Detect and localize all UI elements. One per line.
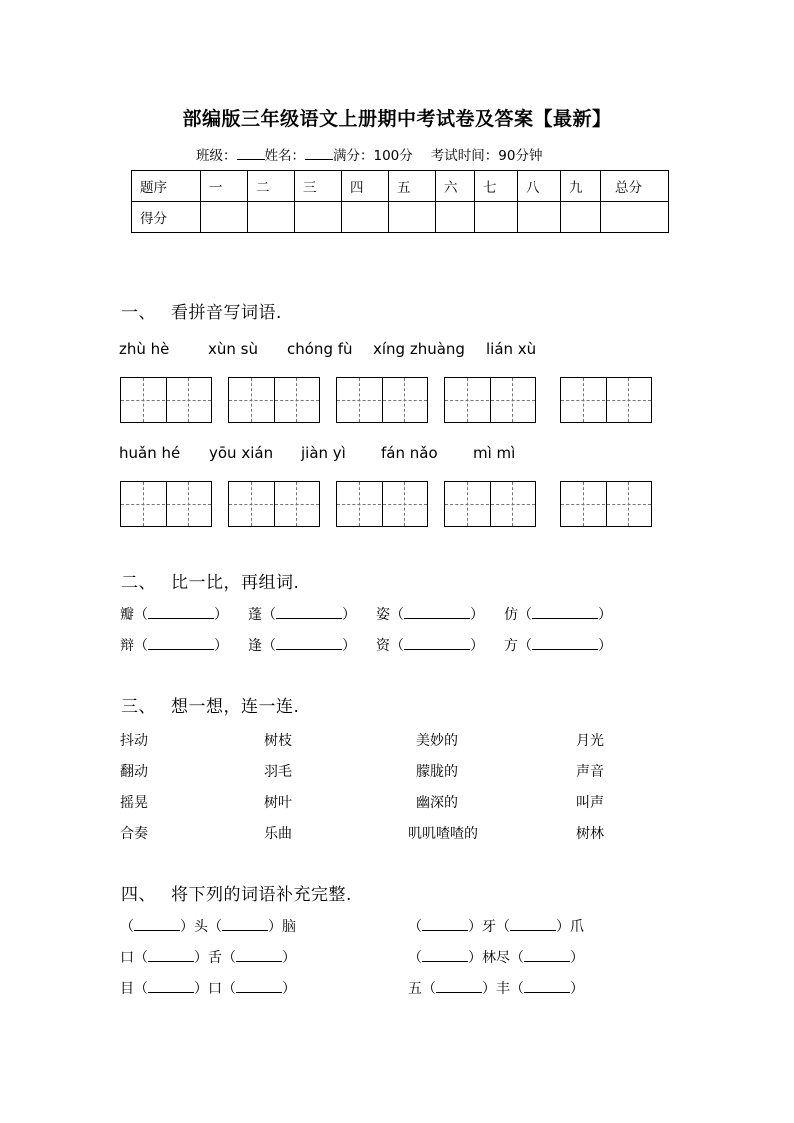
compare-item: 蓬（ ）: [248, 604, 356, 624]
section-4-number: 四、: [121, 885, 156, 905]
writing-box[interactable]: [336, 377, 428, 423]
score-header-cell: 总分: [601, 171, 669, 202]
score-cell[interactable]: [389, 202, 436, 233]
answer-blank[interactable]: [134, 916, 180, 931]
idiom-item: 五（ ）丰（ ）: [408, 978, 584, 998]
answer-blank[interactable]: [524, 978, 570, 993]
section-4-title: 将下列的词语补充完整.: [171, 885, 352, 905]
section-1-title: 看拼音写词语.: [171, 303, 282, 323]
writing-box[interactable]: [336, 481, 428, 527]
answer-blank[interactable]: [532, 635, 598, 650]
score-table-score-row: [132, 202, 669, 233]
pinyin-row-2: [119, 444, 719, 464]
score-header-cell: 四: [342, 171, 389, 202]
section-2-number: 二、: [121, 573, 156, 593]
score-header-cell: 一: [201, 171, 248, 202]
pinyin-item: fán nǎo: [381, 444, 438, 462]
writing-box[interactable]: [120, 481, 212, 527]
pinyin-item: zhù hè: [119, 340, 170, 358]
section-3-heading: [121, 692, 299, 717]
score-cell[interactable]: [436, 202, 475, 233]
answer-blank[interactable]: [422, 947, 468, 962]
writing-box[interactable]: [560, 377, 652, 423]
writing-box[interactable]: [120, 377, 212, 423]
writing-box[interactable]: [444, 481, 536, 527]
score-header-cell: 八: [518, 171, 561, 202]
exam-info-line: [196, 144, 542, 164]
score-table-header-row: [132, 171, 669, 202]
match-word[interactable]: 抖动: [120, 733, 148, 749]
pinyin-item: huǎn hé: [119, 444, 181, 462]
score-cell[interactable]: [201, 202, 248, 233]
score-cell[interactable]: [601, 202, 669, 233]
pinyin-item: jiàn yì: [301, 444, 346, 462]
section-1-number: 一、: [121, 303, 156, 323]
answer-blank[interactable]: [404, 604, 470, 619]
match-word[interactable]: 摇晃: [120, 795, 148, 811]
idiom-item: 目（ ）口（ ）: [120, 978, 296, 998]
compare-item: 姿（ ）: [376, 604, 484, 624]
class-blank: [237, 147, 265, 160]
score-table: [131, 170, 669, 233]
match-word[interactable]: 月光: [576, 733, 604, 749]
match-word[interactable]: 合奏: [120, 826, 148, 842]
section-2-heading: [121, 568, 299, 593]
score-cell[interactable]: [518, 202, 561, 233]
answer-blank[interactable]: [532, 604, 598, 619]
match-word[interactable]: 叫声: [576, 795, 604, 811]
score-header-cell: 六: [436, 171, 475, 202]
section-1-heading: [121, 298, 282, 323]
score-header-cell: 二: [248, 171, 295, 202]
compare-item: 瓣（ ）: [120, 604, 228, 624]
match-word[interactable]: 树林: [576, 826, 604, 842]
answer-blank[interactable]: [148, 947, 194, 962]
answer-blank[interactable]: [236, 978, 282, 993]
pinyin-item: xíng zhuàng: [373, 340, 465, 358]
compare-item: 辩（ ）: [120, 635, 228, 655]
idiom-item: （ ）牙（ ）爪: [408, 916, 584, 936]
pinyin-row-1: [119, 340, 719, 360]
score-cell[interactable]: [561, 202, 601, 233]
writing-box[interactable]: [228, 481, 320, 527]
match-word[interactable]: 树枝: [264, 733, 292, 749]
answer-blank[interactable]: [422, 916, 468, 931]
answer-blank[interactable]: [148, 604, 214, 619]
answer-blank[interactable]: [148, 635, 214, 650]
score-header-cell: 题序: [132, 171, 201, 202]
match-word[interactable]: 翻动: [120, 764, 148, 780]
match-word[interactable]: 幽深的: [416, 795, 458, 811]
writing-box[interactable]: [560, 481, 652, 527]
answer-blank[interactable]: [436, 978, 482, 993]
answer-blank[interactable]: [276, 635, 342, 650]
match-word[interactable]: 羽毛: [264, 764, 292, 780]
compare-item: 方（ ）: [504, 635, 612, 655]
match-word[interactable]: 声音: [576, 764, 604, 780]
answer-blank[interactable]: [404, 635, 470, 650]
section-4-heading: [121, 880, 352, 905]
pinyin-item: chóng fù: [287, 340, 353, 358]
score-header-cell: 九: [561, 171, 601, 202]
match-word[interactable]: 乐曲: [264, 826, 292, 842]
answer-blank[interactable]: [148, 978, 194, 993]
pinyin-item: xùn sù: [208, 340, 258, 358]
score-header-cell: 五: [389, 171, 436, 202]
score-header-cell: 三: [295, 171, 342, 202]
section-3-title: 想一想，连一连.: [171, 697, 300, 717]
answer-blank[interactable]: [222, 916, 268, 931]
match-word[interactable]: 美妙的: [416, 733, 458, 749]
score-cell[interactable]: [475, 202, 518, 233]
score-cell[interactable]: [342, 202, 389, 233]
score-row-label: 得分: [132, 202, 201, 233]
pinyin-item: mì mì: [473, 444, 516, 462]
score-cell[interactable]: [295, 202, 342, 233]
name-blank: [305, 147, 333, 160]
section-3-number: 三、: [121, 697, 156, 717]
section-2-title: 比一比，再组词.: [171, 573, 300, 593]
answer-blank[interactable]: [236, 947, 282, 962]
answer-blank[interactable]: [510, 916, 556, 931]
pinyin-item: yōu xián: [209, 444, 274, 462]
score-header-cell: 七: [475, 171, 518, 202]
compare-item: 资（ ）: [376, 635, 484, 655]
score-cell[interactable]: [248, 202, 295, 233]
match-word[interactable]: 叽叽喳喳的: [408, 826, 478, 842]
match-word[interactable]: 朦胧的: [416, 764, 458, 780]
idiom-item: （ ）林尽（ ）: [408, 947, 584, 967]
answer-blank[interactable]: [524, 947, 570, 962]
answer-blank[interactable]: [276, 604, 342, 619]
idiom-item: 口（ ）舌（ ）: [120, 947, 296, 967]
page-title: 部编版三年级语文上册期中考试卷及答案【最新】: [182, 108, 612, 130]
writing-box[interactable]: [228, 377, 320, 423]
full-score: 满分：100分: [333, 148, 413, 164]
match-word[interactable]: 树叶: [264, 795, 292, 811]
writing-box[interactable]: [444, 377, 536, 423]
class-label: 班级：: [196, 148, 237, 164]
pinyin-item: lián xù: [486, 340, 537, 358]
idiom-item: （ ）头（ ）脑: [120, 916, 296, 936]
exam-time: 考试时间：90分钟: [430, 148, 543, 164]
compare-item: 逢（ ）: [248, 635, 356, 655]
name-label: 姓名：: [264, 148, 305, 164]
compare-item: 仿（ ）: [504, 604, 612, 624]
